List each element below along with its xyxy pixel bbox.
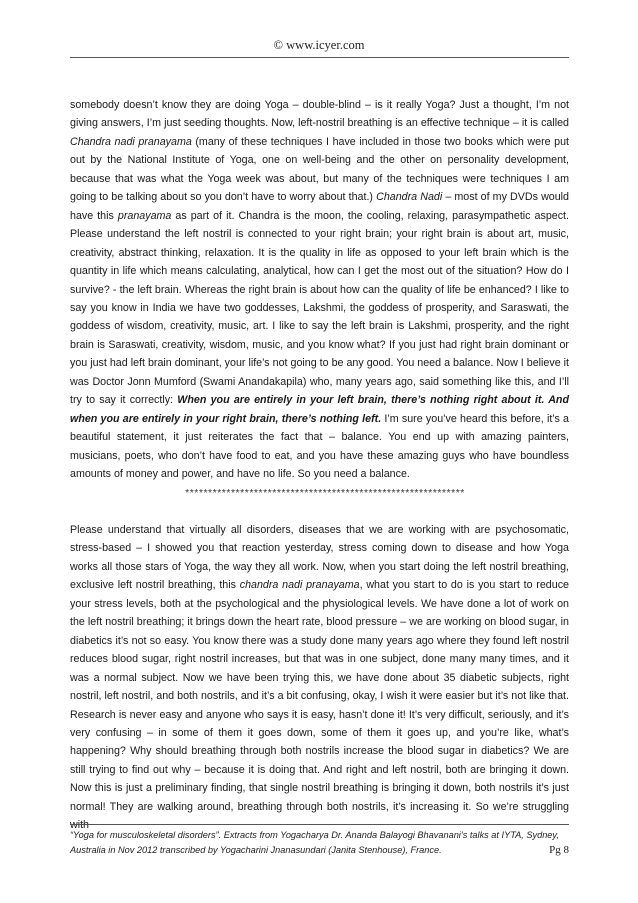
bold-italic-quote: When you are entirely in your left brain, there’s nothing right about it. And when you are entirely in your right brain, there’s nothing left. xyxy=(70,394,569,425)
paragraph-text: Please understand that virtually all disorders, diseases that we are working with are psychosomatic, stress-based – I showed you that reaction yesterday, stress coming down to disease and how Yoga works all those stars of Yoga, the way they all work. Now, when you start doing the left nostril breathing, exclusive left nostril breathing, this xyxy=(70,524,569,592)
italic-term: chandra nadi pranayama xyxy=(239,579,360,592)
footer-citation-line-2: Australia in Nov 2012 transcribed by Yogacharini Jnanasundari (Janita Stenhouse), France. xyxy=(70,844,442,855)
body-paragraph-1 xyxy=(70,96,569,484)
body-paragraph-2 xyxy=(70,521,569,835)
paragraph-text: (many of these techniques I have included in those two books which were put out by the National Institute of Yoga, one on well-being and the other on personality development, because that was what the Yoga week was about, but many of the techniques were techniques I am going to be talking about so you don’t have to worry about that.) xyxy=(70,135,569,204)
section-separator: ************************************************************* xyxy=(185,487,465,499)
italic-term: Chandra Nadi xyxy=(376,191,443,204)
paragraph-text: I’m sure you’ve heard this before, it’s a beautiful statement, it just reiterates the fact that – balance. You end up with amazing painters, musicians, poets, who don’t have food to eat, and you have these amazing guys who have boundless amounts of money and power, and have no life. So you need a balance. xyxy=(70,412,569,481)
page-number: Pg 8 xyxy=(549,843,569,856)
paragraph-text: somebody doesn’t know they are doing Yoga – double-blind – is it really Yoga? Just a thought, I’m not giving answers, I’m just seeding thoughts. Now, left-nostril breathing is an effective technique – it is called xyxy=(70,99,569,130)
italic-term: Chandra nadi pranayama xyxy=(70,135,192,148)
page-footer xyxy=(70,828,569,857)
italic-term: pranayama xyxy=(117,209,172,222)
footer-citation-line-1: “Yoga for musculoskeletal disorders”. Extracts from Yogacharya Dr. Ananda Balayogi Bhavanani’s talks at IYTA, Sydney, xyxy=(70,830,559,840)
paragraph-text: – most of my DVDs would have this xyxy=(70,191,569,222)
page-header: © www.icyer.com xyxy=(273,38,365,52)
footer-divider xyxy=(70,824,569,825)
header-divider xyxy=(70,57,569,58)
paragraph-text: , what you start to do is you start to reduce your stress levels, both at the psychological and the physiological levels. We have done a lot of work on the left nostril breathing; it brings down the heart rate, blood pressure – we are working on blood sugar, in diabetics it’s not so easy. You know there was a study done many years ago where they found left nostril reduces blood sugar, right nostril increases, but that was in one subject, done many many times, and it was a normal subject. Now we have been trying this, we have done about 35 diabetic subjects, right nostril, left nostril, and both nostrils, and it’s a bit confusing, okay, I wish it were easier but it’s not like that. Research is never easy and anyone who says it is easy, hasn’t done it! It’s very difficult, seriously, and it’s very confusing – in some of them it goes down, some of them it goes up, and you’re like, what’s happening? Why should breathing through both nostrils increase the blood sugar in diabetics? We are still trying to find out why – because it is doing that. And right and left nostril, both are bringing it down. Now this is just a preliminary finding, that single nostril breathing is bringing it down, both nostrils it’s just normal! They are walking around, breathing through both nostrils, it’s increasing it. So we’re struggling with xyxy=(70,579,569,832)
paragraph-text: as part of it. Chandra is the moon, the cooling, relaxing, parasympathetic aspect. Please understand the left nostril is connected to your right brain; your right brain is about art, music, creativity, abstract thinking, relaxation. It is the quality in life as opposed to your left brain which is the quantity in life which means calculating, analytical, how can I get the most out of the situation? How do I survive? - the left brain. Whereas the right brain is about how can the quality of life be enhanced? I like to say you know in India we have two goddesses, Lakshmi, the goddess of prosperity, and Saraswati, the goddess of wisdom, creativity, music, art. I like to say the left brain is Lakshmi, prosperity, and the right brain is Saraswati, creativity, wisdom, music, and you know what? If you just had right brain dominant or you just had left brain dominant, your life’s not going to be any good. You need a balance. Now I believe it was Doctor Jonn Mumford (Swami Anandakapila) who, many years ago, said something like this, and I’ll try to say it correctly: xyxy=(70,209,569,407)
